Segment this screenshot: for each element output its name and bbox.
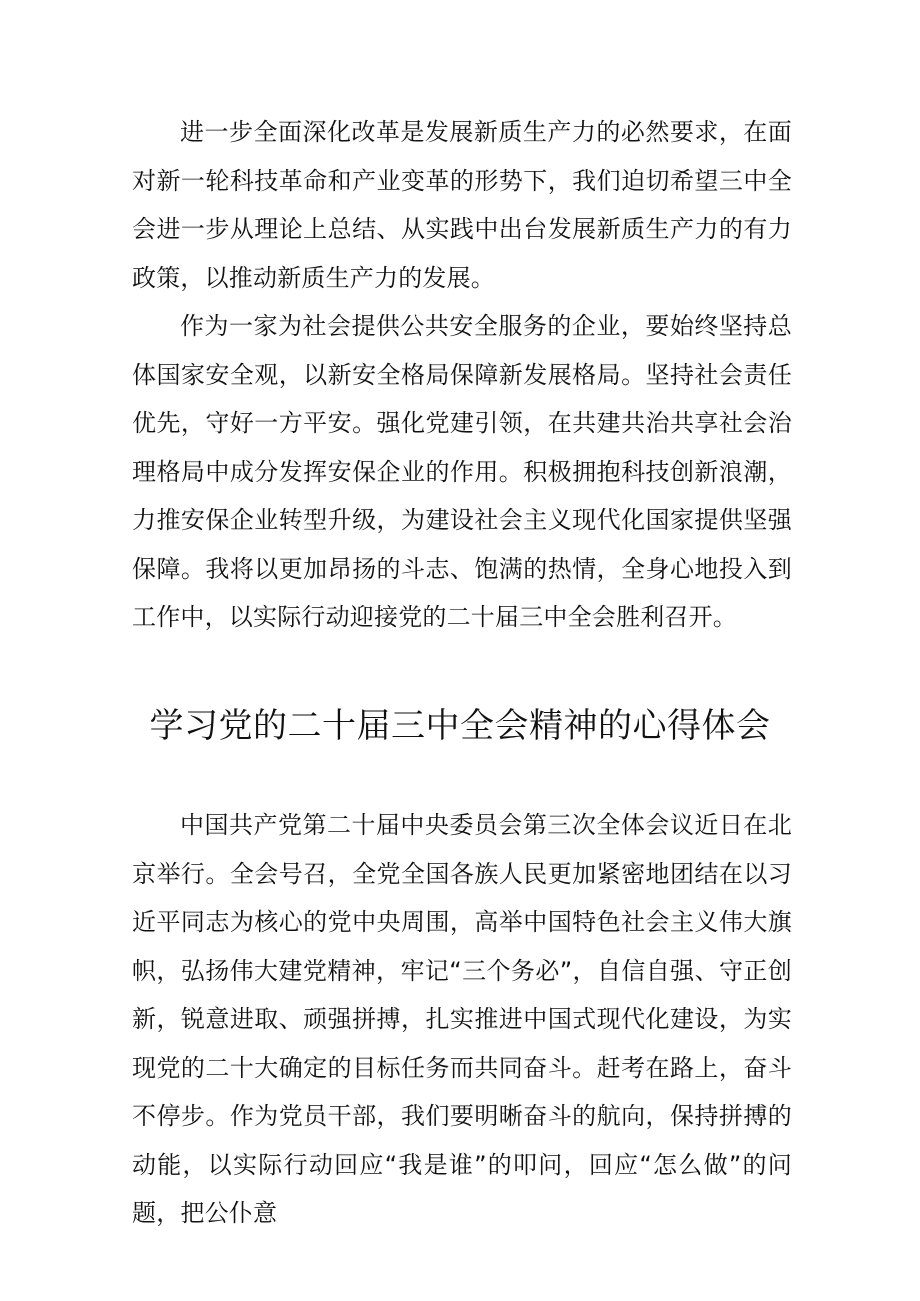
top-section (132, 108, 792, 642)
article-title: 学习党的二十届三中全会精神的心得体会 (149, 706, 771, 746)
paragraph-plenary-session: 中国共产党第二十届中央委员会第三次全体会议近日在北京举行。全会号召，全党全国各族人民更加紧密地团结在以习近平同志为核心的党中央周围，高举中国特色社会主义伟大旗帜，弘扬伟大建党精神，牢记“三个务必”，自信自强、守正创新，锐意进取、顽强拼搏，扎实推进中国式现代化建设，为实现党的二十大确定的目标任务而共同奋斗。赶考在路上，奋斗不停步。作为党员干部，我们要明晰奋斗的航向，保持拼搏的动能，以实际行动回应“我是谁”的叩问，回应“怎么做”的问题，把公仆意 (132, 811, 792, 1227)
bottom-section (132, 801, 792, 1238)
paragraph-reform: 进一步全面深化改革是发展新质生产力的必然要求，在面对新一轮科技革命和产业变革的形势下，我们迫切希望三中全会进一步从理论上总结、从实践中出台发展新质生产力的有力政策，以推动新质生产力的发展。 (132, 118, 792, 292)
paragraph-security-enterprise: 作为一家为社会提供公共安全服务的企业，要始终坚持总体国家安全观，以新安全格局保障新发展格局。坚持社会责任优先，守好一方平安。强化党建引领，在共建共治共享社会治理格局中成分发挥安保企业的作用。积极拥抱科技创新浪潮，力推安保企业转型升级，为建设社会主义现代化国家提供坚强保障。我将以更加昂扬的斗志、饱满的热情，全身心地投入到工作中，以实际行动迎接党的二十届三中全会胜利召开。 (132, 312, 792, 631)
